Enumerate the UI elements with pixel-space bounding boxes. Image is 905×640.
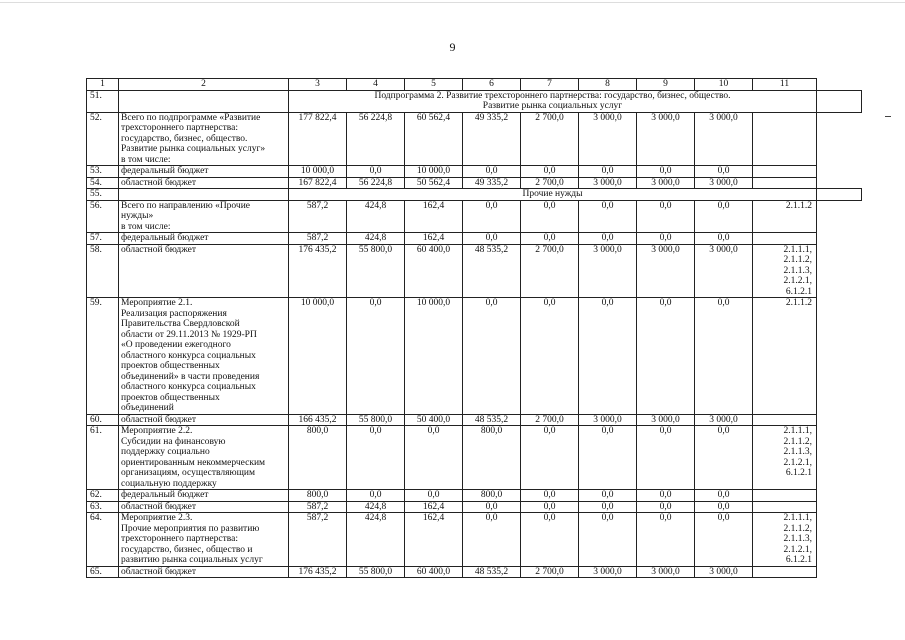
table-row: [87, 244, 862, 298]
amount-cell: 60 400,0: [405, 244, 463, 298]
cell-line: Реализация распоряжения: [121, 308, 227, 319]
cell-line: объединений» в части проведения: [121, 371, 260, 382]
amount-cell: 177 822,4: [289, 112, 347, 166]
row-number: 52.: [87, 112, 119, 166]
cell-line: 2.1.1.1,: [783, 513, 812, 523]
amount-cell: 0,0: [579, 298, 637, 415]
cell-line: трехстороннего партнерства:: [121, 123, 238, 133]
cell-line: областной бюджет: [121, 414, 197, 425]
amount-cell: 587,2: [289, 200, 347, 233]
amount-cell: 0,0: [521, 501, 579, 513]
item-name: [119, 298, 289, 415]
table-row: [87, 90, 862, 112]
amount-cell: 0,0: [463, 233, 521, 245]
amount-cell: 0,0: [579, 166, 637, 178]
cell-line: 2.1.1.2,: [783, 436, 812, 447]
amount-cell: 50 400,0: [405, 414, 463, 426]
item-name: [119, 233, 289, 245]
amount-cell: 0,0: [695, 490, 753, 502]
amount-cell: 0,0: [695, 200, 753, 233]
amount-cell: 0,0: [347, 298, 405, 415]
amount-cell: 0,0: [463, 501, 521, 513]
amount-cell: 60 400,0: [405, 566, 463, 578]
amount-cell: 0,0: [463, 513, 521, 567]
cell-line: «О проведении ежегодного: [121, 340, 231, 350]
cell-line: Развитие рынка социальных услуг»: [121, 144, 266, 154]
cell-line: проектов общественных: [121, 392, 220, 403]
amount-cell: 162,4: [405, 501, 463, 513]
row-number: 54.: [87, 177, 119, 189]
target-indicator-cell: [753, 414, 817, 426]
amount-cell: 3 000,0: [637, 244, 695, 298]
cell-line: Прочие нужды: [522, 189, 583, 199]
table-row: [87, 298, 862, 415]
amount-cell: 0,0: [521, 490, 579, 502]
cell-line: 2.1.1.3,: [783, 265, 812, 276]
amount-cell: 3 000,0: [695, 177, 753, 189]
cell-line: областной бюджет: [121, 566, 197, 577]
amount-cell: 176 435,2: [289, 566, 347, 578]
cell-line: 2.1.1.3,: [783, 447, 812, 457]
item-name: [119, 513, 289, 567]
target-indicator-cell: [753, 200, 817, 233]
table-row: [87, 177, 862, 189]
cell-line: нужды»: [121, 211, 154, 221]
amount-cell: 800,0: [289, 490, 347, 502]
cell-line: 2.1.2.1,: [783, 457, 812, 468]
header-cell: 3: [289, 79, 347, 91]
header-cell: 7: [521, 79, 579, 91]
amount-cell: 0,0: [521, 233, 579, 245]
amount-cell: 0,0: [695, 166, 753, 178]
row-number: 61.: [87, 426, 119, 490]
amount-cell: 10 000,0: [405, 298, 463, 415]
amount-cell: 55 800,0: [347, 414, 405, 426]
empty-cell: [817, 189, 862, 201]
target-indicator-cell: [753, 566, 817, 578]
amount-cell: 0,0: [579, 513, 637, 567]
cell-line: ориентированным некоммерческим: [121, 457, 266, 468]
item-name: [119, 166, 289, 178]
amount-cell: 50 562,4: [405, 177, 463, 189]
cell-line: в том числе:: [121, 221, 171, 232]
cell-line: Мероприятие 2.2.: [121, 426, 193, 436]
top-edge-rule: [0, 2, 905, 3]
header-cell: 5: [405, 79, 463, 91]
amount-cell: 0,0: [695, 513, 753, 567]
amount-cell: 0,0: [695, 501, 753, 513]
amount-cell: 167 822,4: [289, 177, 347, 189]
cell-line: Всего по направлению «Прочие: [121, 200, 251, 211]
amount-cell: 424,8: [347, 513, 405, 567]
amount-cell: 0,0: [463, 166, 521, 178]
amount-cell: 3 000,0: [579, 414, 637, 426]
cell-line: государство, бизнес, общество и: [121, 544, 253, 555]
amount-cell: 0,0: [463, 298, 521, 415]
item-name: [119, 112, 289, 166]
amount-cell: 48 535,2: [463, 414, 521, 426]
amount-cell: 162,4: [405, 233, 463, 245]
amount-cell: 3 000,0: [579, 244, 637, 298]
target-indicator-cell: [753, 501, 817, 513]
amount-cell: 0,0: [637, 426, 695, 490]
amount-cell: 0,0: [695, 233, 753, 245]
header-cell: 10: [695, 79, 753, 91]
cell-line: 2.1.1.2: [785, 298, 812, 308]
amount-cell: 2 700,0: [521, 177, 579, 189]
amount-cell: 3 000,0: [637, 566, 695, 578]
cell-line: Правительства Свердловской: [121, 319, 240, 329]
item-name: [119, 426, 289, 490]
amount-cell: 55 800,0: [347, 244, 405, 298]
item-name: [119, 566, 289, 578]
amount-cell: 162,4: [405, 513, 463, 567]
cell-line: областной бюджет: [121, 177, 197, 188]
cell-line: 2.1.1.2: [785, 200, 812, 211]
cell-line: 2.1.1.2,: [783, 255, 812, 265]
item-name: [119, 244, 289, 298]
cell-line: в том числе:: [121, 154, 171, 165]
cell-line: 2.1.1.3,: [783, 534, 812, 544]
cell-line: Мероприятие 2.1.: [121, 298, 193, 308]
cell-line: 6.1.2.1: [785, 555, 812, 565]
amount-cell: 0,0: [521, 200, 579, 233]
cell-line: 2.1.2.1,: [783, 276, 812, 286]
amount-cell: 0,0: [347, 166, 405, 178]
amount-cell: 3 000,0: [695, 244, 753, 298]
cell-line: Субсидии на финансовую: [121, 436, 226, 447]
amount-cell: 0,0: [347, 490, 405, 502]
amount-cell: 3 000,0: [579, 177, 637, 189]
target-indicator-cell: [753, 233, 817, 245]
amount-cell: 0,0: [579, 200, 637, 233]
table-row: [87, 189, 862, 201]
item-name: [119, 177, 289, 189]
item-name: [119, 490, 289, 502]
target-indicator-cell: [753, 166, 817, 178]
header-cell: 2: [119, 79, 289, 91]
amount-cell: 56 224,8: [347, 177, 405, 189]
table-row: [87, 166, 862, 178]
table-header-row: [87, 79, 862, 91]
cell-line: 2.1.1.1,: [783, 244, 812, 255]
amount-cell: 424,8: [347, 501, 405, 513]
amount-cell: 0,0: [521, 513, 579, 567]
target-indicator-cell: [753, 426, 817, 490]
cell-line: объединений: [121, 403, 174, 413]
cell-line: 2.1.1.1,: [783, 426, 812, 436]
table-body: [87, 90, 862, 578]
cell-line: трехстороннего партнерства:: [121, 534, 238, 544]
empty-cell: [119, 189, 289, 201]
amount-cell: 0,0: [579, 490, 637, 502]
amount-cell: 587,2: [289, 233, 347, 245]
table-row: [87, 112, 862, 166]
cell-line: Мероприятие 2.3.: [121, 513, 193, 523]
header-cell: 9: [637, 79, 695, 91]
amount-cell: 0,0: [463, 200, 521, 233]
page-number: 9: [449, 40, 456, 54]
amount-cell: 49 335,2: [463, 112, 521, 166]
amount-cell: 162,4: [405, 200, 463, 233]
header-cell: 6: [463, 79, 521, 91]
item-name: [119, 501, 289, 513]
cell-line: Подпрограмма 2. Развитие трехстороннего партнерства: государство, бизнес, общество.: [374, 90, 731, 101]
budget-table: [86, 78, 862, 578]
amount-cell: 0,0: [521, 166, 579, 178]
amount-cell: 3 000,0: [579, 112, 637, 166]
cell-line: области от 29.11.2013 № 1929-РП: [121, 329, 257, 340]
target-indicator-cell: [753, 112, 817, 166]
cell-line: федеральный бюджет: [121, 166, 209, 176]
amount-cell: 0,0: [695, 426, 753, 490]
header-cell: 1: [87, 79, 119, 91]
section-heading: [289, 189, 817, 201]
amount-cell: 3 000,0: [695, 566, 753, 578]
amount-cell: 0,0: [637, 233, 695, 245]
cell-line: 6.1.2.1: [785, 468, 812, 478]
table-row: [87, 426, 862, 490]
item-name: [119, 200, 289, 233]
target-indicator-cell: [753, 490, 817, 502]
amount-cell: 800,0: [289, 426, 347, 490]
cell-line: областной бюджет: [121, 244, 197, 255]
amount-cell: 60 562,4: [405, 112, 463, 166]
header-cell: 8: [579, 79, 637, 91]
cell-line: социальную поддержку: [121, 478, 217, 489]
cell-line: Прочие мероприятия по развитию: [121, 523, 260, 534]
table-row: [87, 414, 862, 426]
amount-cell: 0,0: [405, 490, 463, 502]
row-number: 62.: [87, 490, 119, 502]
table-row: [87, 501, 862, 513]
cell-line: областного конкурса социальных: [121, 382, 256, 392]
header-cell: 11: [753, 79, 817, 91]
amount-cell: 3 000,0: [695, 414, 753, 426]
target-indicator-cell: [753, 244, 817, 298]
cell-line: 2.1.1.2,: [783, 523, 812, 534]
table-row: [87, 490, 862, 502]
empty-cell: [817, 90, 862, 112]
margin-tick: [885, 116, 891, 117]
amount-cell: 10 000,0: [289, 298, 347, 415]
cell-line: областного конкурса социальных: [121, 350, 256, 361]
cell-line: федеральный бюджет: [121, 233, 209, 243]
amount-cell: 10 000,0: [289, 166, 347, 178]
amount-cell: 56 224,8: [347, 112, 405, 166]
cell-line: 6.1.2.1: [785, 286, 812, 297]
amount-cell: 49 335,2: [463, 177, 521, 189]
amount-cell: 55 800,0: [347, 566, 405, 578]
cell-line: развитию рынка социальных услуг: [121, 555, 263, 565]
amount-cell: 2 700,0: [521, 566, 579, 578]
row-number: 63.: [87, 501, 119, 513]
amount-cell: 10 000,0: [405, 166, 463, 178]
amount-cell: 176 435,2: [289, 244, 347, 298]
cell-line: 2.1.2.1,: [783, 544, 812, 555]
row-number: 60.: [87, 414, 119, 426]
amount-cell: 0,0: [521, 426, 579, 490]
amount-cell: 3 000,0: [637, 177, 695, 189]
empty-cell: [119, 90, 289, 112]
cell-line: проектов общественных: [121, 361, 220, 371]
cell-line: областной бюджет: [121, 501, 197, 512]
row-number: 56.: [87, 200, 119, 233]
amount-cell: 0,0: [579, 426, 637, 490]
amount-cell: 424,8: [347, 200, 405, 233]
amount-cell: 0,0: [637, 200, 695, 233]
row-number: 51.: [87, 90, 119, 112]
amount-cell: 2 700,0: [521, 244, 579, 298]
row-number: 53.: [87, 166, 119, 178]
target-indicator-cell: [753, 513, 817, 567]
row-number: 64.: [87, 513, 119, 567]
amount-cell: 800,0: [463, 426, 521, 490]
row-number: 59.: [87, 298, 119, 415]
target-indicator-cell: [753, 177, 817, 189]
row-number: 57.: [87, 233, 119, 245]
amount-cell: 0,0: [405, 426, 463, 490]
amount-cell: 0,0: [637, 501, 695, 513]
cell-line: Всего по подпрограмме «Развитие: [121, 112, 261, 123]
amount-cell: 3 000,0: [637, 414, 695, 426]
cell-line: государство, бизнес, общество.: [121, 133, 248, 144]
amount-cell: 0,0: [579, 233, 637, 245]
cell-line: поддержку социально: [121, 447, 210, 457]
table-row: [87, 233, 862, 245]
amount-cell: 0,0: [521, 298, 579, 415]
amount-cell: 587,2: [289, 513, 347, 567]
amount-cell: 3 000,0: [695, 112, 753, 166]
table-row: [87, 566, 862, 578]
row-number: 58.: [87, 244, 119, 298]
section-heading: [289, 90, 817, 112]
table-row: [87, 513, 862, 567]
cell-line: Развитие рынка социальных услуг: [482, 101, 623, 111]
amount-cell: 424,8: [347, 233, 405, 245]
amount-cell: 166 435,2: [289, 414, 347, 426]
item-name: [119, 414, 289, 426]
amount-cell: 0,0: [347, 426, 405, 490]
amount-cell: 0,0: [637, 490, 695, 502]
amount-cell: 2 700,0: [521, 414, 579, 426]
amount-cell: 2 700,0: [521, 112, 579, 166]
cell-line: федеральный бюджет: [121, 490, 209, 500]
row-number: 55.: [87, 189, 119, 201]
amount-cell: 0,0: [579, 501, 637, 513]
amount-cell: 587,2: [289, 501, 347, 513]
amount-cell: 0,0: [695, 298, 753, 415]
header-cell: 4: [347, 79, 405, 91]
amount-cell: 48 535,2: [463, 244, 521, 298]
amount-cell: 0,0: [637, 513, 695, 567]
target-indicator-cell: [753, 298, 817, 415]
cell-line: организациям, осуществляющим: [121, 468, 255, 478]
amount-cell: 0,0: [637, 166, 695, 178]
amount-cell: 0,0: [637, 298, 695, 415]
amount-cell: 3 000,0: [579, 566, 637, 578]
table-row: [87, 200, 862, 233]
amount-cell: 48 535,2: [463, 566, 521, 578]
row-number: 65.: [87, 566, 119, 578]
amount-cell: 3 000,0: [637, 112, 695, 166]
amount-cell: 800,0: [463, 490, 521, 502]
